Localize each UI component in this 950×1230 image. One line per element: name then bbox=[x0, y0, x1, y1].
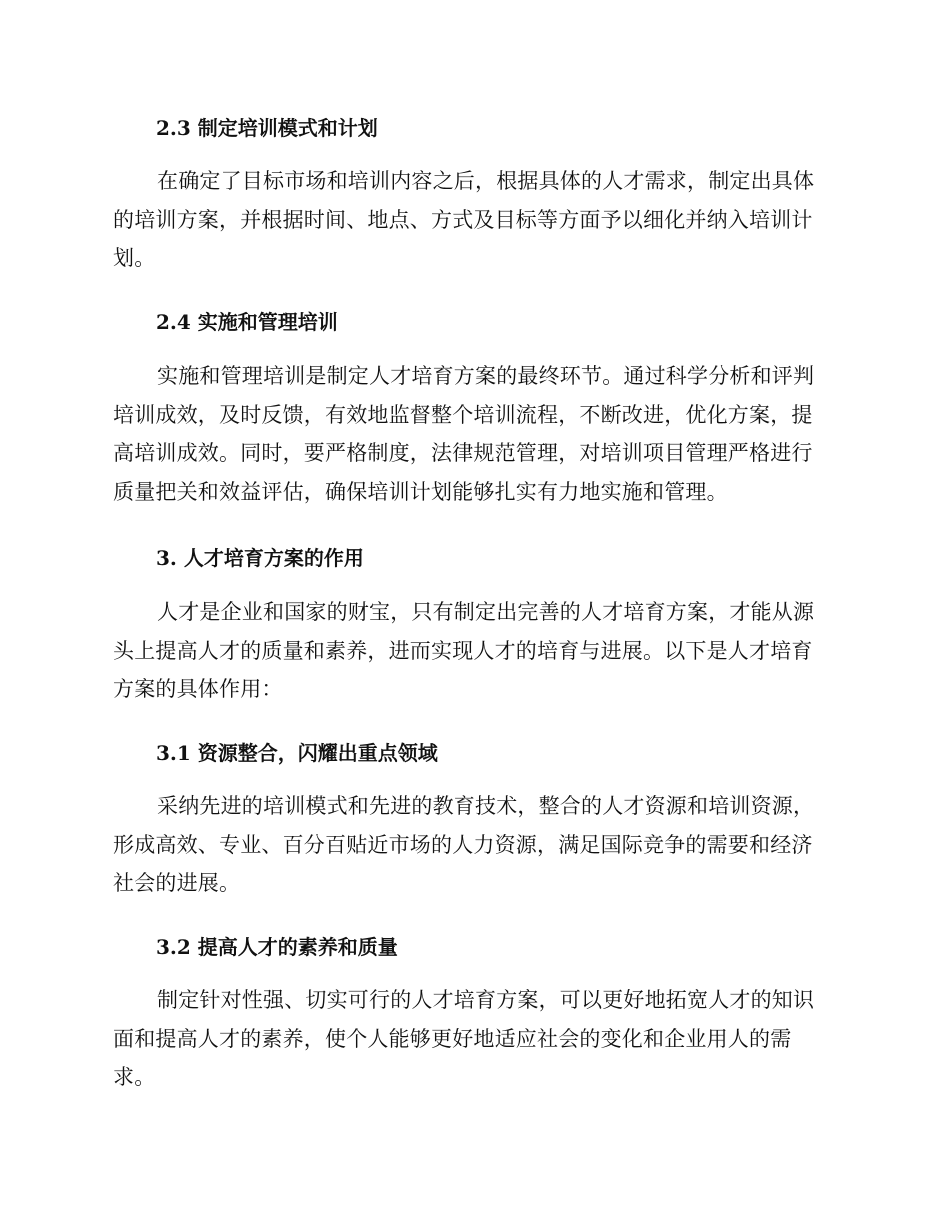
paragraph-line: 面和提高人才的素养，使个人能够更好地适应社会的变化和企业用人的需 bbox=[113, 1026, 792, 1051]
paragraph-line: 方案的具体作用： bbox=[113, 677, 283, 702]
paragraph-line: 在确定了目标市场和培训内容之后，根据具体的人才需求，制定出具体 bbox=[157, 169, 815, 193]
paragraph-2-3 bbox=[113, 162, 833, 278]
paragraph-line: 的培训方案，并根据时间、地点、方式及目标等方面予以细化并纳入培训计 bbox=[113, 207, 813, 232]
paragraph-line: 质量把关和效益评估，确保培训计划能够扎实有力地实施和管理。 bbox=[113, 479, 728, 504]
section-heading-3-2: 3.2 提高人才的素养和质量 bbox=[156, 935, 398, 959]
paragraph-line: 采纳先进的培训模式和先进的教育技术，整合的人才资源和培训资源， bbox=[157, 794, 815, 818]
paragraph-line: 培训成效，及时反馈，有效地监督整个培训流程，不断改进，优化方案，提 bbox=[113, 402, 813, 427]
paragraph-line: 高培训成效。同时，要严格制度，法律规范管理，对培训项目管理严格进行 bbox=[113, 441, 813, 466]
paragraph-line: 形成高效、专业、百分百贴近市场的人力资源，满足国际竞争的需要和经济 bbox=[113, 832, 813, 857]
section-heading-3: 3. 人才培育方案的作用 bbox=[156, 546, 364, 570]
paragraph-3 bbox=[113, 593, 833, 709]
paragraph-line: 社会的进展。 bbox=[113, 871, 241, 896]
paragraph-line: 人才是企业和国家的财宝，只有制定出完善的人才培育方案，才能从源 bbox=[157, 600, 815, 624]
section-heading-2-4: 2.4 实施和管理培训 bbox=[156, 310, 338, 334]
paragraph-line: 制定针对性强、切实可行的人才培育方案，可以更好地拓宽人才的知识 bbox=[157, 988, 815, 1012]
paragraph-line: 求。 bbox=[113, 1065, 156, 1090]
paragraph-3-2 bbox=[113, 981, 833, 1097]
section-heading-3-1: 3.1 资源整合，闪耀出重点领域 bbox=[156, 741, 438, 765]
paragraph-line: 划。 bbox=[113, 246, 156, 271]
section-heading-2-3: 2.3 制定培训模式和计划 bbox=[156, 116, 378, 140]
paragraph-2-4 bbox=[113, 357, 833, 511]
paragraph-line: 实施和管理培训是制定人才培育方案的最终环节。通过科学分析和评判 bbox=[157, 364, 815, 388]
paragraph-3-1 bbox=[113, 787, 833, 903]
paragraph-line: 头上提高人才的质量和素养，进而实现人才的培育与进展。以下是人才培育 bbox=[113, 638, 813, 663]
